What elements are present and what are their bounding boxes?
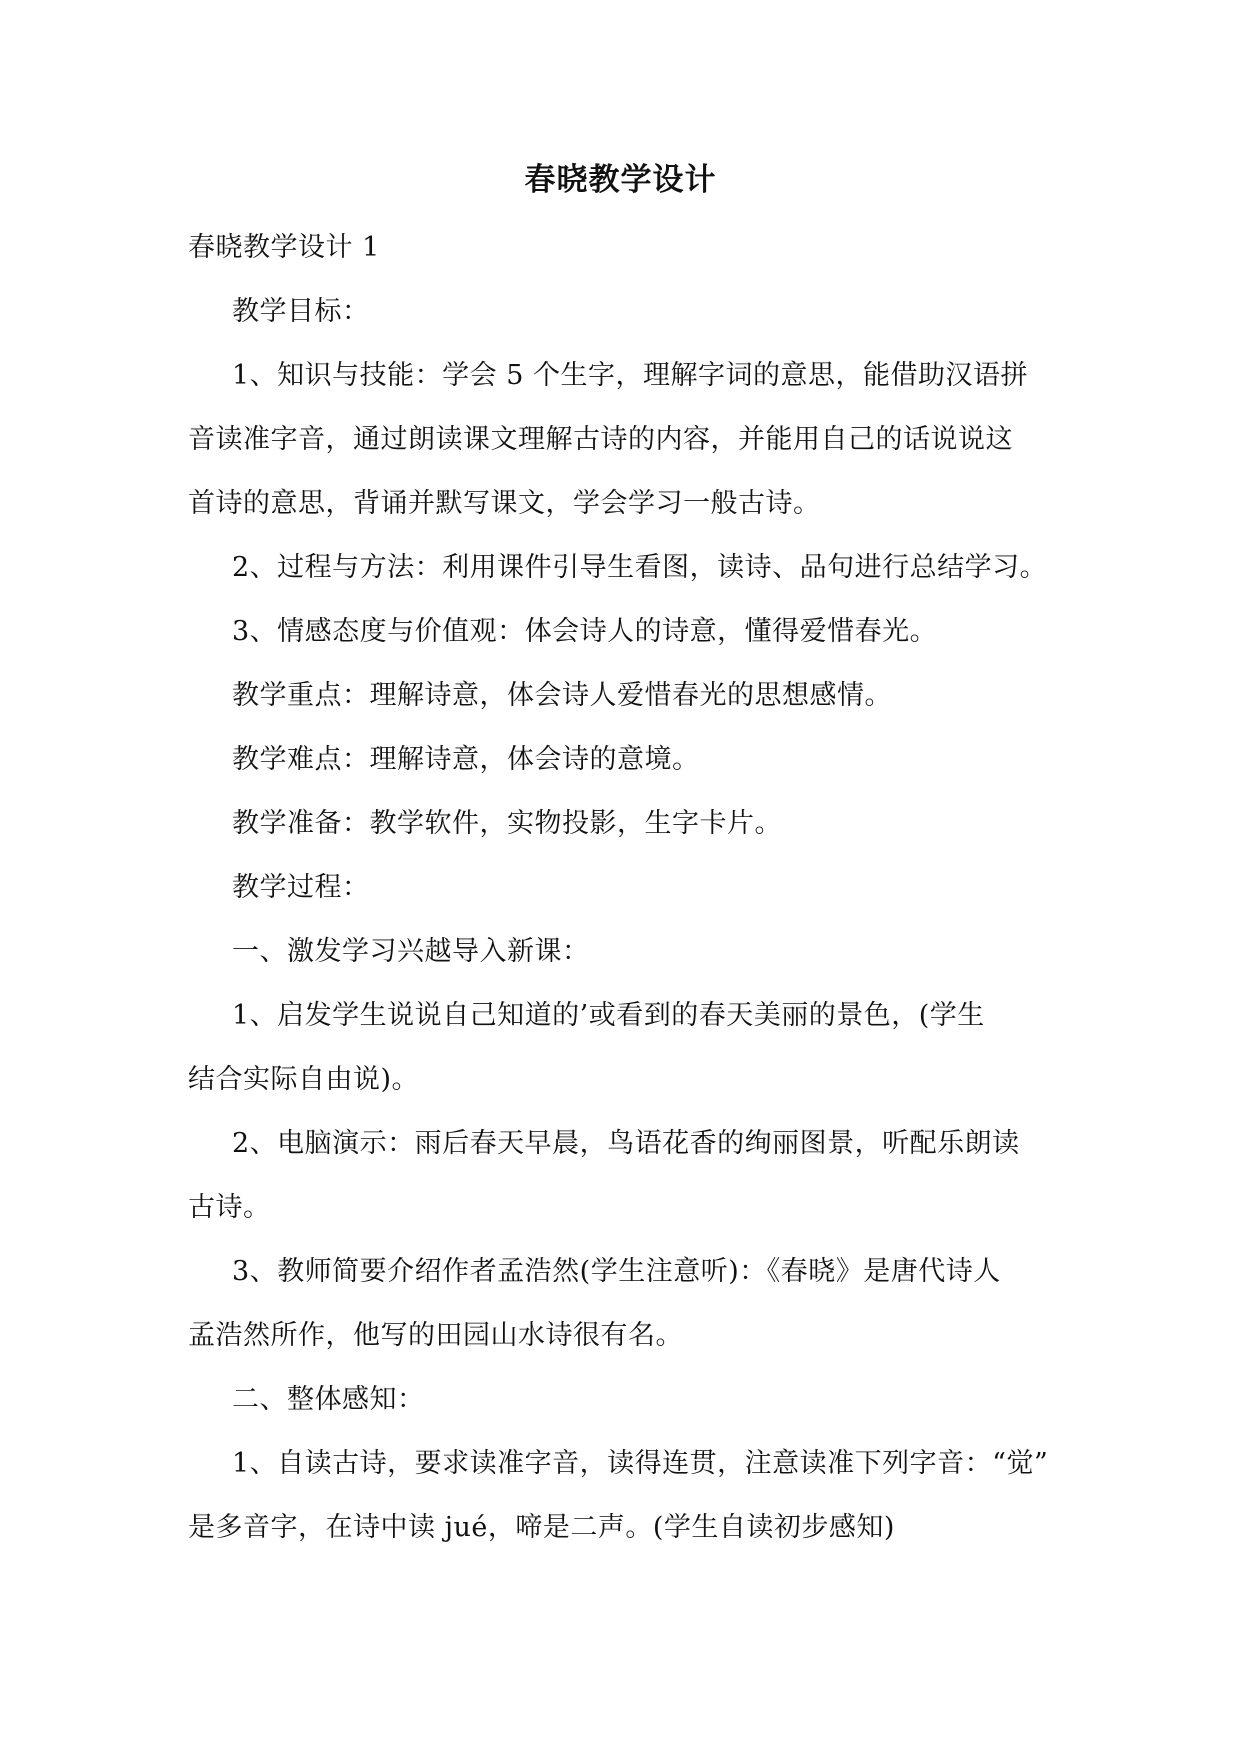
- text-line: 孟浩然所作，他写的田园山水诗很有名。: [188, 1320, 683, 1351]
- text-line: 音读准字音，通过朗读课文理解古诗的内容，并能用自己的话说说这: [188, 424, 1013, 455]
- text-line: 教学准备：教学软件，实物投影，生字卡片。: [232, 808, 782, 839]
- text-line: 古诗。: [188, 1192, 271, 1223]
- text-line: 教学难点：理解诗意，体会诗的意境。: [232, 744, 700, 775]
- text-line: 一、激发学习兴越导入新课：: [232, 936, 590, 967]
- text-line: 首诗的意思，背诵并默写课文，学会学习一般古诗。: [188, 488, 821, 519]
- document-body: [188, 226, 1068, 1570]
- text-line: 1、知识与技能：学会 5 个生字，理解字词的意思，能借助汉语拼: [232, 360, 1029, 391]
- text-line: 二、整体感知：: [232, 1384, 425, 1415]
- text-line: 教学过程：: [232, 872, 370, 903]
- text-line: 是多音字，在诗中读 jué，啼是二声。(学生自读初步感知): [188, 1512, 895, 1543]
- document-title: 春晓教学设计: [524, 162, 717, 198]
- text-line: 1、自读古诗，要求读准字音，读得连贯，注意读准下列字音：“觉”: [232, 1448, 1049, 1479]
- text-line: 1、启发学生说说自己知道的’或看到的春天美丽的景色，(学生: [232, 1000, 985, 1031]
- text-line: 2、过程与方法：利用课件引导生看图，读诗、品句进行总结学习。: [232, 552, 1048, 583]
- text-line: 结合实际自由说)。: [188, 1064, 420, 1095]
- text-line: 3、教师简要介绍作者孟浩然(学生注意听)：《春晓》是唐代诗人: [232, 1256, 1001, 1287]
- text-line: 教学重点：理解诗意，体会诗人爱惜春光的思想感情。: [232, 680, 892, 711]
- text-line: 3、情感态度与价值观：体会诗人的诗意，懂得爱惜春光。: [232, 616, 938, 647]
- text-line: 教学目标：: [232, 296, 370, 327]
- text-line: 春晓教学设计 1: [188, 232, 380, 263]
- text-line: 2、电脑演示：雨后春天早晨，鸟语花香的绚丽图景，听配乐朗读: [232, 1128, 1020, 1159]
